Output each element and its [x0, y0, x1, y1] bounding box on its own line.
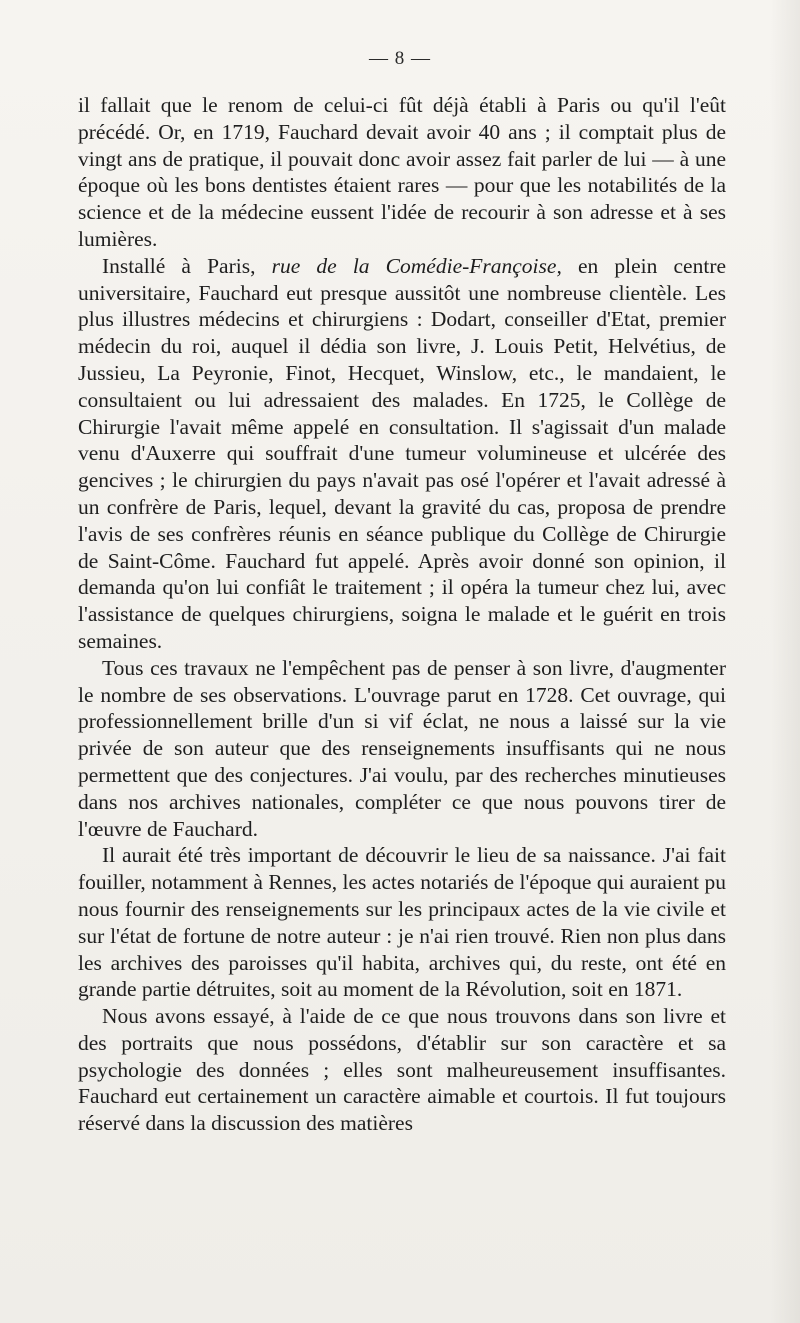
- body-text: [78, 92, 726, 1137]
- paragraph-text: Tous ces travaux ne l'empêchent pas de penser à son livre, d'augmenter le nombre de ses observations. L'ouvrage parut en 1728. Cet ouvrage, qui professionnellement brille d'un si vif éclat, ne nous a laissé sur la vie privée de son auteur que des renseignements insuffisants qui ne nous permettent que des conjectures. J'ai voulu, par des recherches minutieuses dans nos archives nationales, compléter ce que nous pouvons tirer de l'œuvre de Fauchard.: [78, 655, 726, 841]
- paragraph-text: Installé à Paris,: [102, 253, 272, 278]
- paragraph: [78, 1003, 726, 1137]
- paragraph: [78, 253, 726, 655]
- paragraph-text: en plein centre universitaire, Fauchard eut presque aussitôt une nombreuse clientèle. Les plus illustres médecins et chirurgiens : Dodart, conseiller d'Etat, premier médecin du roi, auquel il dédia son livre, J. Louis Petit, Helvétius, de Jussieu, La Peyronie, Finot, Hecquet, Winslow, etc., le mandaient, le consultaient ou lui adressaient des malades. En 1725, le Collège de Chirurgie l'avait même appelé en consultation. Il s'agissait d'un malade venu d'Auxerre qui souffrait d'une tumeur volumineuse et ulcérée des gencives ; le chirurgien du pays n'avait pas osé l'opérer et l'avait adressé à un confrère de Paris, lequel, devant la gravité du cas, proposa de prendre l'avis de ses confrères réunis en séance publique du Collège de Chirurgie de Saint-Côme. Fauchard fut appelé. Après avoir donné son opinion, il demanda qu'on lui confiât le traitement ; il opéra la tumeur chez lui, avec l'assistance de quelques chirurgiens, soigna le malade et le guérit en trois semaines.: [78, 253, 727, 653]
- italic-text: rue de la Comédie-Françoise,: [271, 253, 562, 278]
- paragraph: [78, 92, 726, 253]
- page-number: — 8 —: [369, 48, 431, 69]
- paragraph: [78, 655, 726, 843]
- page-edge-shadow: [770, 0, 800, 1323]
- paragraph-text: Il aurait été très important de découvrir le lieu de sa naissance. J'ai fait fouiller, notamment à Rennes, les actes notariés de l'époque qui auraient pu nous fournir des renseignements sur les principaux actes de la vie civile et sur l'état de fortune de notre auteur : je n'ai rien trouvé. Rien non plus dans les archives des paroisses qu'il habita, archives qui, du reste, ont été en grande partie détruites, soit au moment de la Révolution, soit en 1871.: [78, 843, 726, 1002]
- paragraph-text: Nous avons essayé, à l'aide de ce que nous trouvons dans son livre et des portraits que nous possédons, d'établir sur son caractère et sa psychologie des données ; elles sont malheureusement insuffisantes. Fauchard eut certainement un caractère aimable et courtois. Il fut toujours réservé dans la discussion des matières: [78, 1004, 726, 1136]
- paragraph: [78, 842, 726, 1003]
- paragraph-text: il fallait que le renom de celui-ci fût déjà établi à Paris ou qu'il l'eût précédé. Or, en 1719, Fauchard devait avoir 40 ans ; il comptait plus de vingt ans de pratique, il pouvait donc avoir assez fait parler de lui — à une époque où les bons dentistes étaient rares — pour que les notabilités de la science et de la médecine eussent l'idée de recourir à son adresse et à ses lumières.: [78, 93, 726, 251]
